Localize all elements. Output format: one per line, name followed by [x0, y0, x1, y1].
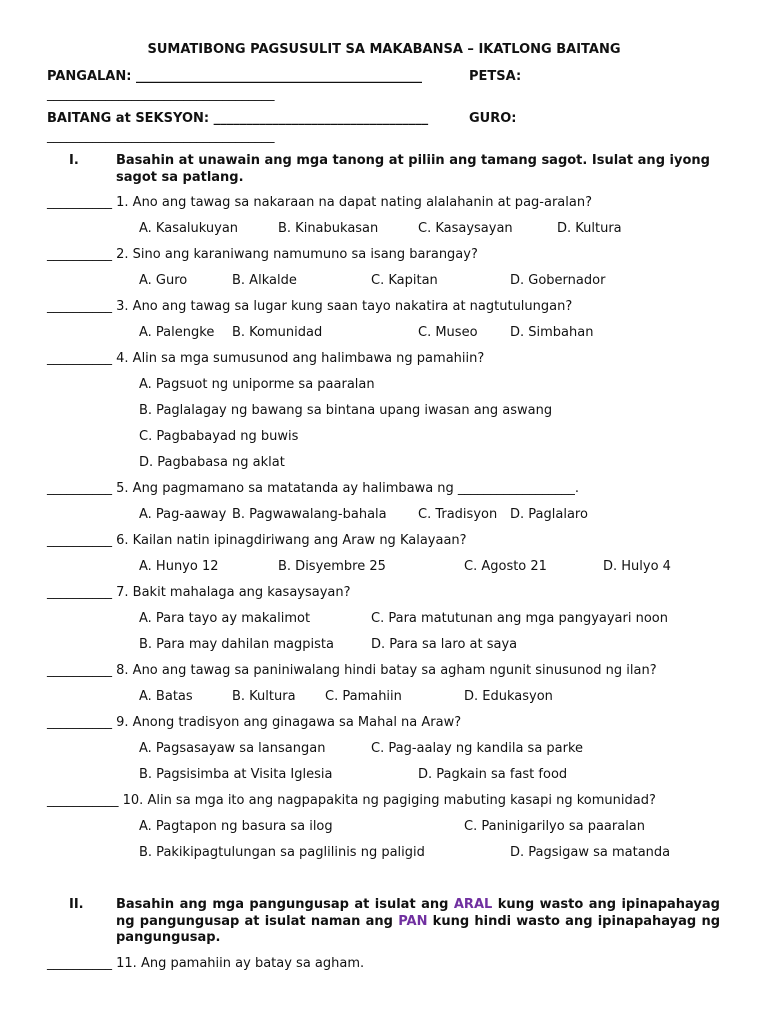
choice: B. Komunidad [232, 325, 323, 340]
answer-blank[interactable]: __________ [47, 351, 112, 366]
choice: C. Tradisyon [418, 507, 498, 522]
choice: D. Pagkain sa fast food [418, 767, 568, 782]
choice: D. Hulyo 4 [603, 559, 671, 574]
choice: A. Hunyo 12 [139, 559, 219, 574]
choice: D. Pagbabasa ng aklat [139, 455, 285, 470]
question-text: 10. Alin sa mga ito ang nagpapakita ng pagiging mabuting kasapi ng komunidad? [122, 793, 656, 808]
choice: A. Guro [139, 273, 188, 288]
choice: B. Alkalde [232, 273, 297, 288]
question-11 [47, 956, 364, 971]
choice: D. Edukasyon [464, 689, 553, 704]
grade-section-field[interactable]: BAITANG at SEKSYON: _________________________________ [47, 111, 429, 126]
answer-blank[interactable]: __________ [47, 247, 112, 262]
choice: D. Para sa laro at saya [371, 637, 518, 652]
choice: A. Pagsasayaw sa lansangan [139, 741, 326, 756]
choice: D. Paglalaro [510, 507, 588, 522]
choice: C. Kasaysayan [418, 221, 513, 236]
choice: D. Kultura [557, 221, 622, 236]
teacher-label: GURO: [469, 111, 517, 126]
choice: C. Paninigarilyo sa paaralan [464, 819, 646, 834]
choice: A. Para tayo ay makalimot [139, 611, 311, 626]
question-text: 5. Ang pagmamano sa matatanda ay halimbawa ng __________________. [116, 481, 580, 496]
choice: A. Palengke [139, 325, 215, 340]
choice: B. Pakikipagtulungan sa paglilinis ng paligid [139, 845, 425, 860]
choice: C. Pag-aalay ng kandila sa parke [371, 741, 584, 756]
choice: B. Pagsisimba at Visita Iglesia [139, 767, 333, 782]
answer-blank[interactable]: __________ [47, 299, 112, 314]
choice: C. Kapitan [371, 273, 438, 288]
question-3 [47, 299, 572, 314]
question-text: 1. Ano ang tawag sa nakaraan na dapat nating alalahanin at pag-aralan? [116, 195, 592, 210]
name-field[interactable]: PANGALAN: ____________________________________________ [47, 69, 422, 84]
question-2 [47, 247, 478, 262]
question-4 [47, 351, 484, 366]
choice: B. Kultura [232, 689, 296, 704]
question-text: 9. Anong tradisyon ang ginagawa sa Mahal na Araw? [116, 715, 462, 730]
question-5 [47, 481, 579, 496]
part1-number: I. [69, 153, 79, 168]
question-text: 8. Ano ang tawag sa paniniwalang hindi batay sa agham ngunit sinusunod ng ilan? [116, 663, 657, 678]
part1-instruction: Basahin at unawain ang mga tanong at piliin ang tamang sagot. Isulat ang iyong sagot sa patlang. [116, 153, 710, 185]
answer-blank[interactable]: __________ [47, 663, 112, 678]
choice: A. Kasalukuyan [139, 221, 239, 236]
choice: A. Pagtapon ng basura sa ilog [139, 819, 333, 834]
choice: B. Pagwawalang-bahala [232, 507, 387, 522]
choice: D. Pagsigaw sa matanda [510, 845, 671, 860]
date-field[interactable]: ___________________________________ [47, 87, 275, 102]
question-text: 11. Ang pamahiin ay batay sa agham. [116, 956, 365, 971]
choice: C. Pamahiin [325, 689, 402, 704]
answer-blank[interactable]: __________ [47, 481, 112, 496]
choice: C. Para matutunan ang mga pangyayari noon [371, 611, 668, 626]
choice: B. Kinabukasan [278, 221, 379, 236]
keyword-aral: ARAL [453, 897, 493, 912]
choice: A. Pag-aaway [139, 507, 227, 522]
choice: D. Gobernador [510, 273, 606, 288]
part2-instruction: Basahin ang mga pangungusap at isulat ang ARAL kung wasto ang ipinapahayag ng pangungusap at isulat naman ang PAN kung hindi wasto ang ipinapahayag ng pangungusap. [116, 897, 720, 945]
question-text: 6. Kailan natin ipinagdiriwang ang Araw ng Kalayaan? [116, 533, 467, 548]
choice: C. Agosto 21 [464, 559, 547, 574]
question-text: 7. Bakit mahalaga ang kasaysayan? [116, 585, 351, 600]
question-9 [47, 715, 461, 730]
answer-blank[interactable]: __________ [47, 585, 112, 600]
question-text: 3. Ano ang tawag sa lugar kung saan tayo nakatira at nagtutulungan? [116, 299, 573, 314]
choice: B. Paglalagay ng bawang sa bintana upang iwasan ang aswang [139, 403, 553, 418]
date-label: PETSA: [469, 69, 522, 84]
keyword-pan: PAN [398, 913, 428, 929]
question-6 [47, 533, 467, 548]
answer-blank[interactable]: __________ [47, 956, 112, 971]
teacher-field[interactable]: ___________________________________ [47, 129, 275, 144]
question-text: 4. Alin sa mga sumusunod ang halimbawa ng pamahiin? [116, 351, 485, 366]
question-1 [47, 195, 592, 210]
choice: D. Simbahan [510, 325, 594, 340]
choice: A. Batas [139, 689, 193, 704]
page-title: SUMATIBONG PAGSUSULIT SA MAKABANSA – IKATLONG BAITANG [147, 42, 621, 57]
choice: C. Museo [418, 325, 478, 340]
part2-number: II. [69, 897, 84, 912]
choice: B. Disyembre 25 [278, 559, 386, 574]
question-10 [47, 793, 656, 808]
choice: C. Pagbabayad ng buwis [139, 429, 299, 444]
choice: A. Pagsuot ng uniporme sa paaralan [139, 377, 375, 392]
question-8 [47, 663, 657, 678]
question-text: 2. Sino ang karaniwang namumuno sa isang barangay? [116, 247, 478, 262]
answer-blank[interactable]: __________ [47, 533, 112, 548]
answer-blank[interactable]: ___________ [47, 793, 119, 808]
answer-blank[interactable]: __________ [47, 715, 112, 730]
choice: B. Para may dahilan magpista [139, 637, 334, 652]
answer-blank[interactable]: __________ [47, 195, 112, 210]
question-7 [47, 585, 351, 600]
